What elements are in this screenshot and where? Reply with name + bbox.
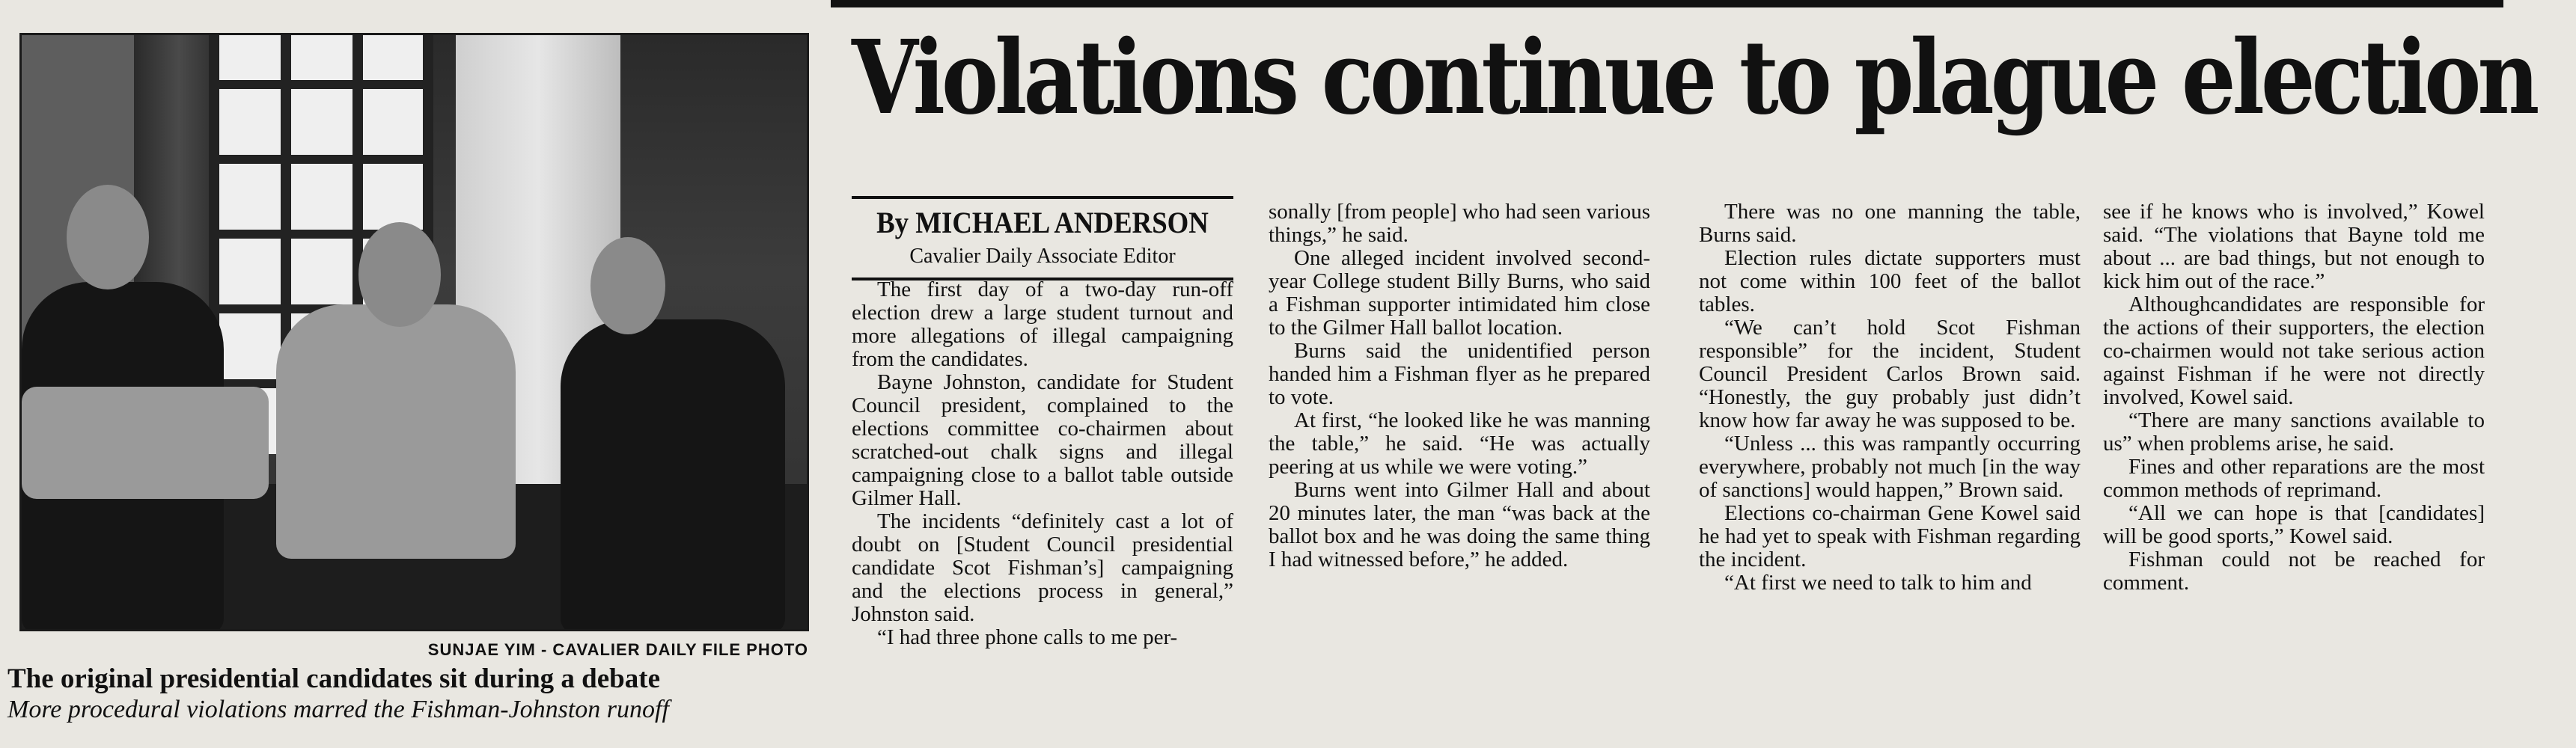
article-column-2 — [1269, 200, 1650, 571]
debate-photo — [19, 33, 809, 631]
photo-caption-subtitle: More procedural violations marred the Fishman-Johnston runoff — [7, 696, 669, 723]
paragraph: “Unless ... this was rampantly occurring everywhere, probably not much [in the way of sanctions] would happen,” Brown said. — [1699, 432, 2081, 502]
paragraph: At first, “he looked like he was manning the table,” he said. “He was actually peering at us while we were voting.” — [1269, 408, 1650, 479]
photo-credit: SUNJAE YIM - CAVALIER DAILY FILE PHOTO — [427, 640, 808, 659]
byline-title: Cavalier Daily Associate Editor — [909, 245, 1176, 268]
paragraph: One alleged incident involved second-year College student Billy Burns, who said a Fishman supporter intimidated him close to the Gilmer Hall ballot location. — [1269, 246, 1650, 340]
paragraph: Elections co-chairman Gene Kowel said he had yet to speak with Fishman regarding the incident. — [1699, 501, 2081, 571]
top-rule — [831, 0, 2503, 7]
paragraph: sonally [from people] who had seen various things,” he said. — [1269, 200, 1650, 247]
paragraph: Burns went into Gilmer Hall and about 20 minutes later, the man “was back at the ballot box and he was doing the same thing I had witnessed before,” he added. — [1269, 478, 1650, 571]
paragraph: Fines and other reparations are the most common methods of reprimand. — [2103, 455, 2485, 502]
candidate-right-figure — [561, 319, 785, 631]
paragraph: There was no one manning the table, Burns said. — [1699, 200, 2081, 247]
paragraph: “All we can hope is that [candidates] will be good sports,” Kowel said. — [2103, 501, 2485, 548]
paragraph: see if he knows who is involved,” Kowel said. “The violations that Bayne told me about ... are bad things, but not enough to kick him out of the race.” — [2103, 200, 2485, 293]
paragraph: Election rules dictate supporters must not come within 100 feet of the ballot tables. — [1699, 246, 2081, 316]
byline: By MICHAEL ANDERSON — [876, 206, 1209, 239]
paragraph: “I had three phone calls to me per- — [877, 625, 1178, 649]
candidate-middle-figure — [276, 304, 516, 559]
photo-caption-title: The original presidential candidates sit during a debate — [7, 663, 660, 694]
article-column-1 — [852, 278, 1233, 649]
paragraph: Bayne Johnston, candidate for Student Council president, complained to the elections committee co-chairmen about scratched-out chalk signs and illegal campaigning close to a ballot table outside Gilmer Hall. — [852, 370, 1233, 510]
paragraph: The incidents “definitely cast a lot of doubt on [Student Council presidential candidate Scot Fishman’s] campaigning and the elections process in general,” Johnston said. — [852, 509, 1233, 626]
paragraph: Burns said the unidentified person handed him a Fishman flyer as he prepared to vote. — [1269, 339, 1650, 409]
article-column-3 — [1699, 200, 2081, 595]
article-column-4 — [2103, 200, 2485, 595]
paragraph: Fishman could not be reached for comment. — [2103, 548, 2485, 595]
byline-block — [852, 196, 1233, 280]
paragraph: Althoughcandidates are responsible for the actions of their supporters, the election co-chairmen would not take serious action against Fishman if he were not directly involved, Kowel said. — [2103, 292, 2485, 409]
paragraph: “There are many sanctions available to us” when problems arise, he said. — [2103, 408, 2485, 456]
paragraph: The first day of a two-day run-off election drew a large student turnout and more allegations of illegal campaigning from the candidates. — [852, 278, 1233, 371]
paragraph: “At first we need to talk to him and — [1724, 571, 2032, 595]
article-headline: Violations continue to plague election — [852, 18, 2536, 138]
paragraph: “We can’t hold Scot Fishman responsible” for the incident, Student Council President Carlos Brown said. “Honestly, the guy probably just didn’t know how far away he was supposed to be. — [1699, 316, 2081, 432]
